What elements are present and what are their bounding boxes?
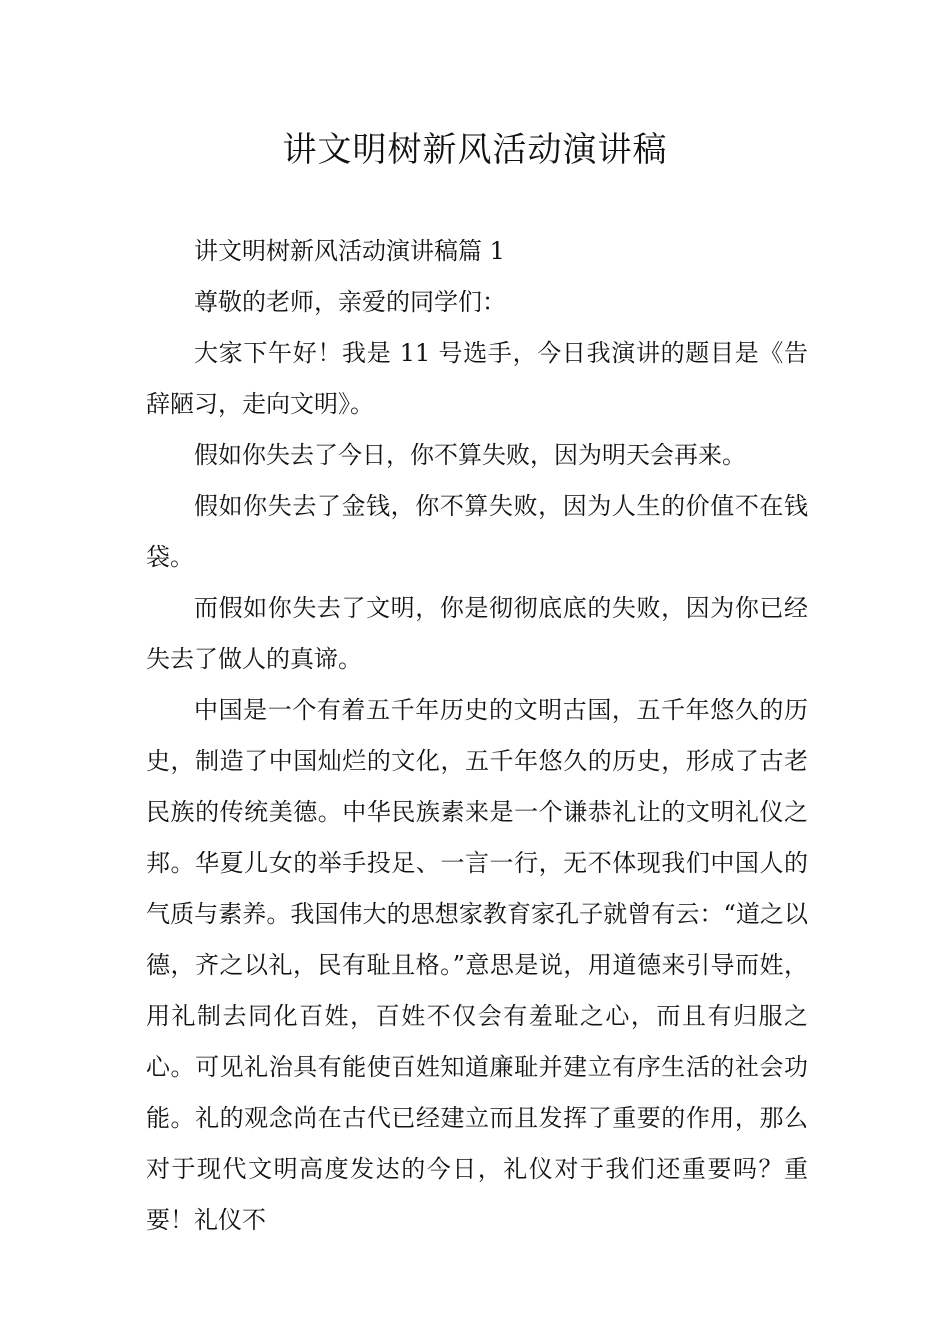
salutation: 尊敬的老师，亲爱的同学们： bbox=[194, 288, 506, 316]
paragraph: 假如你失去了今日，你不算失败，因为明天会再来。 bbox=[194, 441, 746, 469]
paragraph: 而假如你失去了文明，你是彻彻底底的失败，因为你已经失去了做人的真谛。 bbox=[146, 594, 808, 673]
section-heading: 讲文明树新风活动演讲稿篇 1 bbox=[194, 237, 505, 265]
document-title: 讲文明树新风活动演讲稿 bbox=[282, 130, 668, 170]
document-body bbox=[146, 226, 808, 1246]
paragraph: 假如你失去了金钱，你不算失败，因为人生的价值不在钱袋。 bbox=[146, 492, 808, 571]
paragraph: 中国是一个有着五千年历史的文明古国，五千年悠久的历史，制造了中国灿烂的文化，五千年悠久的历史，形成了古老民族的传统美德。中华民族素来是一个谦恭礼让的文明礼仪之邦。华夏儿女的举手投足、一言一行，无不体现我们中国人的气质与素养。我国伟大的思想家教育家孔子就曾有云：“道之以德，齐之以礼，民有耻且格。”意思是说，用道德来引导而姓，用礼制去同化百姓，百姓不仅会有羞耻之心，而且有归服之心。可见礼治具有能使百姓知道廉耻并建立有序生活的社会功能。礼的观念尚在古代已经建立而且发挥了重要的作用，那么对于现代文明高度发达的今日，礼仪对于我们还重要吗？重要！礼仪不 bbox=[146, 696, 808, 1234]
paragraph: 大家下午好！我是 11 号选手，今日我演讲的题目是《告辞陋习，走向文明》。 bbox=[146, 339, 808, 418]
